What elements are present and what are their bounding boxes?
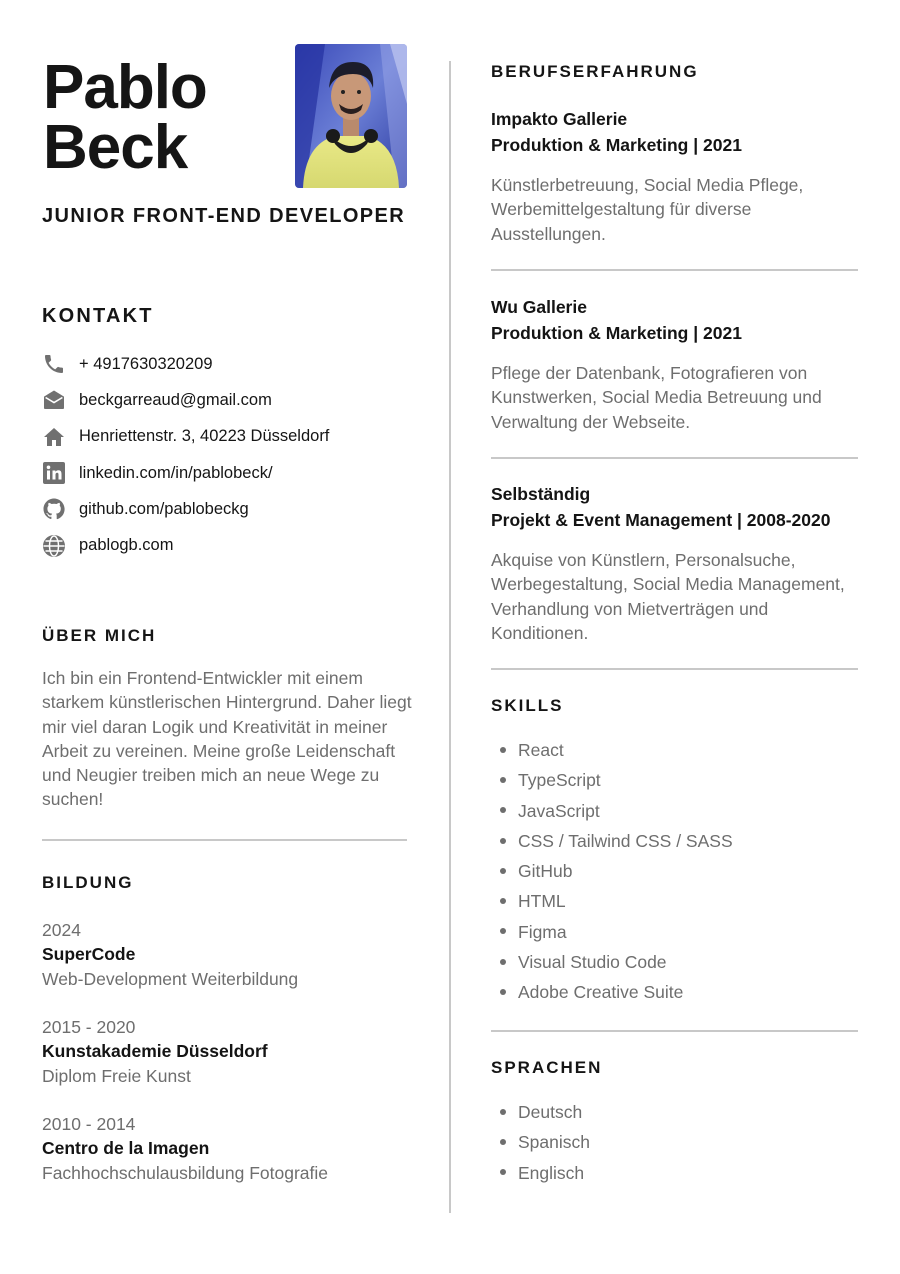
contact-heading: KONTAKT xyxy=(42,305,154,327)
mail-icon xyxy=(42,388,66,412)
skill-item: CSS / Tailwind CSS / SASS xyxy=(491,826,733,856)
github-url: github.com/pablobeckg xyxy=(79,499,249,518)
skill-item: Figma xyxy=(491,917,733,947)
experience-company: Impakto Gallerie xyxy=(491,109,628,129)
experience-description: Pflege der Datenbank, Fotografieren von Kunstwerken, Social Media Betreuung und Verwaltung der Webseite. xyxy=(491,363,822,432)
education-institution: SuperCode xyxy=(42,944,136,965)
linkedin-url: linkedin.com/in/pablobeck/ xyxy=(79,463,273,482)
education-degree: Diplom Freie Kunst xyxy=(42,1065,191,1086)
languages-list xyxy=(491,1097,590,1188)
left-divider xyxy=(42,839,407,841)
linkedin-icon xyxy=(42,461,66,485)
profile-photo-image xyxy=(295,44,407,188)
education-years: 2015 - 2020 xyxy=(42,1017,136,1037)
contact-website[interactable] xyxy=(42,527,329,563)
experience-heading: BERUFSERFAHRUNG xyxy=(491,62,699,81)
experience-role: Produktion & Marketing | 2021 xyxy=(491,323,742,343)
skill-item: Adobe Creative Suite xyxy=(491,977,733,1007)
language-item: Deutsch xyxy=(491,1097,590,1127)
experience-entry xyxy=(491,294,871,434)
left-column xyxy=(42,0,412,1274)
contact-github[interactable] xyxy=(42,491,329,527)
language-item: Englisch xyxy=(491,1158,590,1188)
skill-item: HTML xyxy=(491,886,733,916)
email-address: beckgarreaud@gmail.com xyxy=(79,390,272,409)
contact-address[interactable] xyxy=(42,419,329,455)
education-entry xyxy=(42,1112,328,1185)
column-divider xyxy=(449,61,451,1213)
first-name: Pablo xyxy=(43,53,207,122)
last-name: Beck xyxy=(43,113,188,182)
skill-item: React xyxy=(491,735,733,765)
globe-icon xyxy=(42,534,66,558)
experience-divider xyxy=(491,269,858,271)
github-icon xyxy=(42,497,66,521)
right-column xyxy=(491,0,871,1274)
contact-phone[interactable] xyxy=(42,346,329,382)
home-icon xyxy=(42,425,66,449)
education-degree: Fachhochschulausbildung Fotografie xyxy=(42,1162,329,1183)
experience-role: Projekt & Event Management | 2008-2020 xyxy=(491,510,831,530)
experience-role: Produktion & Marketing | 2021 xyxy=(491,135,742,155)
full-name xyxy=(43,53,207,182)
experience-divider xyxy=(491,457,858,459)
education-heading: BILDUNG xyxy=(42,873,134,892)
experience-description: Künstlerbetreuung, Social Media Pflege, Werbemittelgestaltung für diverse Ausstellungen. xyxy=(491,175,804,244)
languages-heading: SPRACHEN xyxy=(491,1058,603,1077)
education-institution: Kunstakademie Düsseldorf xyxy=(42,1041,268,1062)
skills-divider xyxy=(491,1030,858,1032)
skill-item: Visual Studio Code xyxy=(491,947,733,977)
education-entry xyxy=(42,1015,268,1088)
experience-company: Selbständig xyxy=(491,484,591,504)
education-entry xyxy=(42,918,298,991)
phone-icon xyxy=(42,352,66,376)
phone-number: + 4917630320209 xyxy=(79,354,213,373)
experience-description: Akquise von Künstlern, Personalsuche, Werbegestaltung, Social Media Management, Verhandlung von Mietverträgen und Konditionen. xyxy=(491,550,845,643)
contact-linkedin[interactable] xyxy=(42,455,329,491)
skill-item: TypeScript xyxy=(491,765,733,795)
job-title: JUNIOR FRONT-END DEVELOPER xyxy=(42,205,406,227)
education-institution: Centro de la Imagen xyxy=(42,1138,210,1159)
about-heading: ÜBER MICH xyxy=(42,626,157,645)
experience-entry xyxy=(491,481,871,645)
skill-item: GitHub xyxy=(491,856,733,886)
skills-list xyxy=(491,735,733,1007)
website-url: pablogb.com xyxy=(79,536,174,555)
experience-entry xyxy=(491,106,871,246)
about-text: Ich bin ein Frontend-Entwickler mit einem starkem künstlerischen Hintergrund. Daher liegt mir viel daran Logik und Kreativität in meiner Arbeit zu vereinen. Meine große Leidenschaft und Neugier treiben mich an neue Wege zu suchen! xyxy=(42,668,412,810)
education-degree: Web-Development Weiterbildung xyxy=(42,968,299,989)
postal-address: Henriettenstr. 3, 40223 Düsseldorf xyxy=(79,427,330,446)
skills-heading: SKILLS xyxy=(491,696,564,715)
education-years: 2010 - 2014 xyxy=(42,1114,136,1134)
language-item: Spanisch xyxy=(491,1127,590,1157)
profile-photo xyxy=(295,44,407,188)
skill-item: JavaScript xyxy=(491,796,733,826)
experience-company: Wu Gallerie xyxy=(491,297,587,317)
education-years: 2024 xyxy=(42,920,81,940)
contact-list xyxy=(42,346,329,564)
experience-divider xyxy=(491,668,858,670)
contact-email[interactable] xyxy=(42,382,329,418)
